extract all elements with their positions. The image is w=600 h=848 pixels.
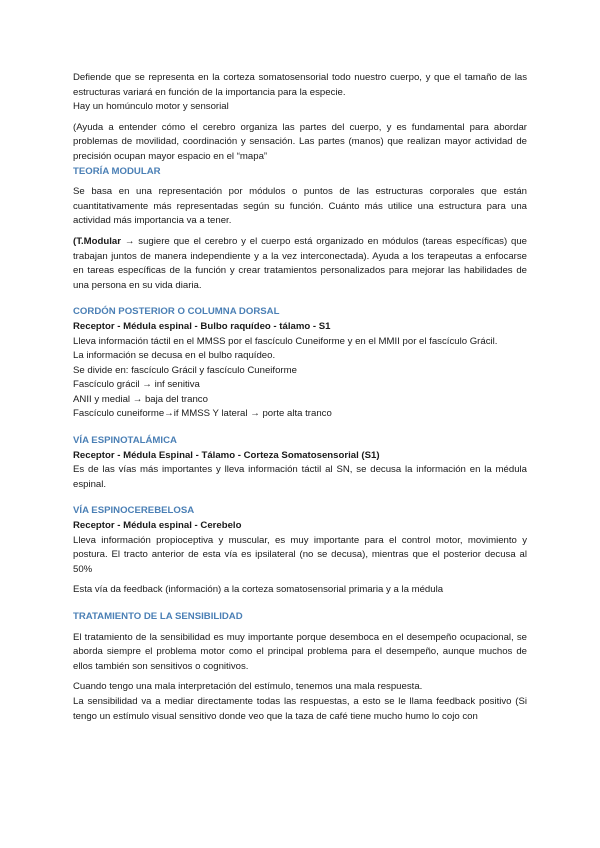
teoria-bold-lead: (T.Modular: [73, 235, 121, 247]
teoria-paragraph-1: Se basa en una representación por módulos o puntos de las estructuras corporales que están cuantitativamente más representadas según su función. Cuánto más utilice una estructura para una actividad más importancia va a tener.: [73, 186, 527, 227]
page-content: [73, 71, 527, 724]
espinocerebelosa-paragraph-1: Lleva información propioceptiva y muscular, es muy importante para el control motor, movimiento y postura. El tracto anterior de esta vía es ipsilateral (no se decusa), mientras que el posterior decusa al 50%: [73, 534, 527, 575]
cordon-line: Fascículo cuneiforme→if MMSS Y lateral → porte alta tranco: [73, 408, 332, 420]
intro-paragraph-2: Hay un homúnculo motor y sensorial: [73, 101, 229, 113]
espinotalamica-paragraph: Es de las vías más importantes y lleva información táctil al SN, se decusa la información en la médula espinal.: [73, 464, 527, 490]
espinotalamica-subheading: Receptor - Médula Espinal - Tálamo - Corteza Somatosensorial (S1): [73, 449, 380, 461]
intro-paragraph-3: (Ayuda a entender cómo el cerebro organiza las partes del cuerpo, y es fundamental para abordar problemas de movilidad, coordinación y sensación. Las partes (manos) que realizan mayor actividad de precisión ocupan mayor espacio en el “mapa”: [73, 121, 527, 162]
cordon-line: Se divide en: fascículo Grácil y fascículo Cuneiforme: [73, 364, 297, 376]
cordon-line: ANII y medial → baja del tranco: [73, 393, 208, 405]
tratamiento-paragraph-1: El tratamiento de la sensibilidad es muy importante porque desemboca en el desempeño ocupacional, se aborda siempre el problema motor como el principal problema para el desempeño, aunque muchos de ellos también son sensitivos o cognitivos.: [73, 631, 527, 672]
teoria-paragraph-2: [73, 235, 527, 293]
heading-tratamiento-sensibilidad: TRATAMIENTO DE LA SENSIBILIDAD: [73, 611, 243, 622]
cordon-line: La información se decusa en el bulbo raquídeo.: [73, 350, 276, 362]
heading-cordon-posterior: CORDÓN POSTERIOR O COLUMNA DORSAL: [73, 306, 280, 318]
espinocerebelosa-subheading: Receptor - Médula espinal - Cerebelo: [73, 520, 242, 532]
espinocerebelosa-paragraph-2: Esta vía da feedback (información) a la corteza somatosensorial primaria y a la médula: [73, 584, 444, 596]
cordon-subheading: Receptor - Médula espinal - Bulbo raquídeo - tálamo - S1: [73, 320, 331, 332]
cordon-line: Lleva información táctil en el MMSS por el fascículo Cuneiforme y en el MMII por el fascículo Grácil.: [73, 335, 498, 347]
heading-teoria-modular: TEORÍA MODULAR: [73, 165, 161, 177]
intro-paragraph-1: Defiende que se representa en la corteza somatosensorial todo nuestro cuerpo, y que el tamaño de las estructuras variará en función de la importancia para la especie.: [73, 72, 527, 98]
cordon-line: Fascículo grácil → inf senitiva: [73, 379, 200, 391]
teoria-paragraph-2-text: → sugiere que el cerebro y el cuerpo está organizado en módulos (tareas específicas) que trabajan juntos de manera independiente y a la vez interconectada). Ayuda a los terapeutas a enfocarse en tareas específicas de la función y crear tratamientos personalizados para mejorar las habilidades de una persona en su vida diaria.: [73, 235, 527, 291]
tratamiento-paragraph-3: La sensibilidad va a mediar directamente todas las respuestas, a esto se le llama feedback positivo (Si tengo un estímulo visual sensitivo donde veo que la taza de café tiene mucho humo lo cojo con: [73, 695, 527, 722]
heading-via-espinocerebelosa: VÍA ESPINOCEREBELOSA: [73, 505, 195, 517]
tratamiento-paragraph-2: Cuando tengo una mala interpretación del estímulo, tenemos una mala respuesta.: [73, 681, 423, 693]
heading-via-espinotalamica: VÍA ESPINOTALÁMICA: [73, 435, 177, 447]
